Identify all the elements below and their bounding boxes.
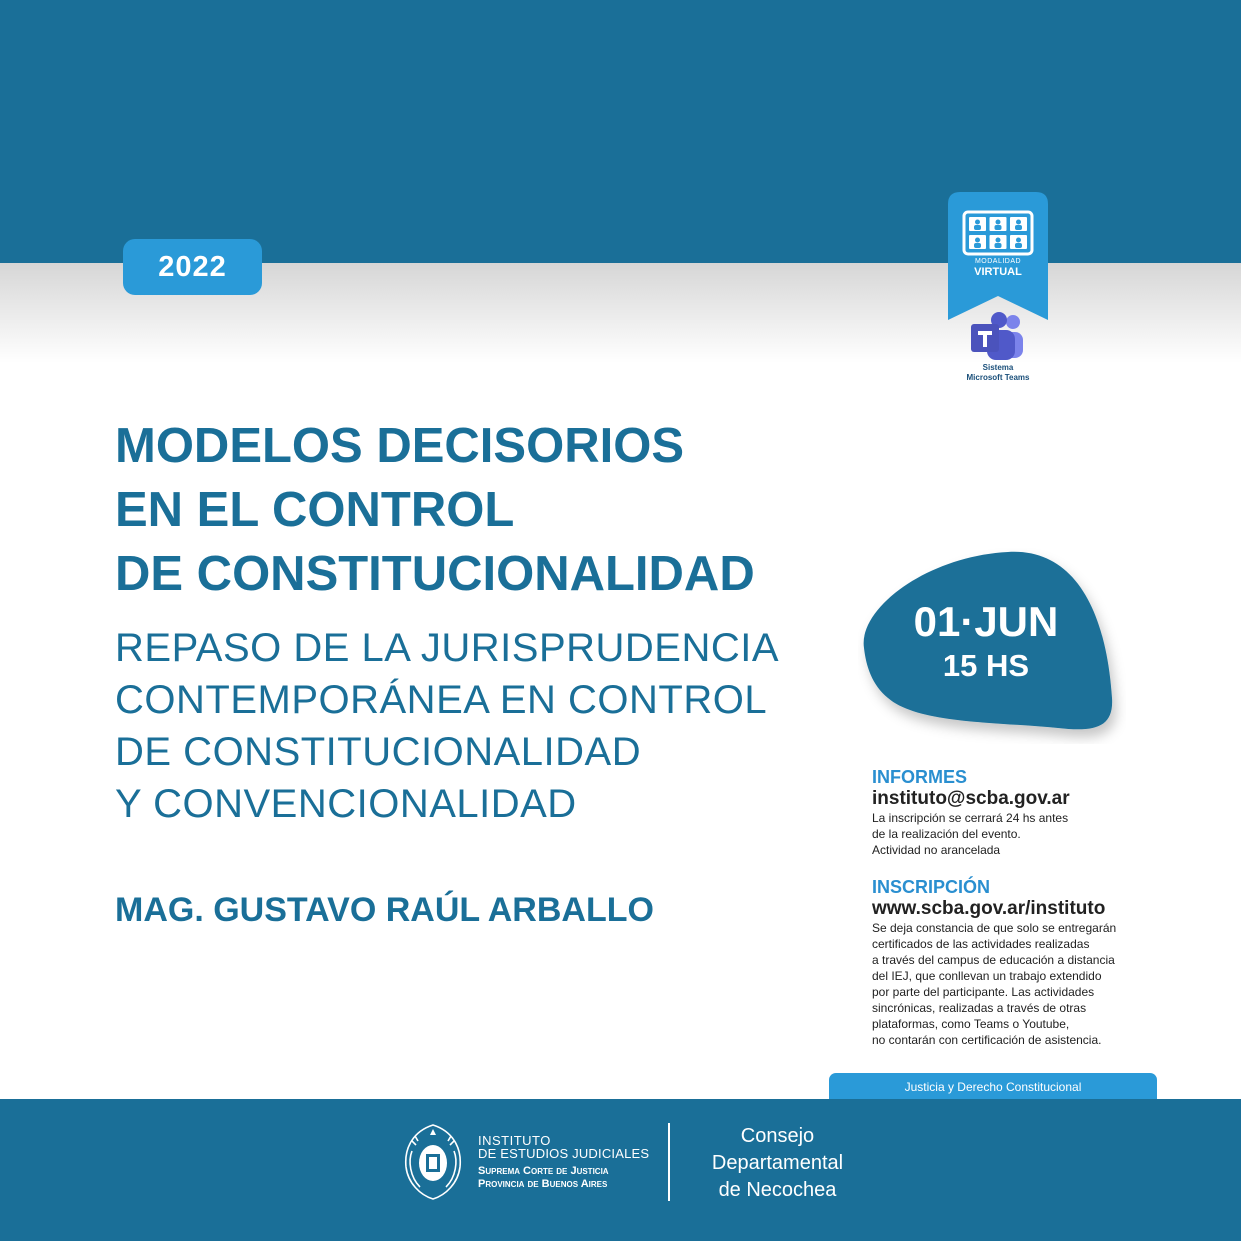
modality-line2: VIRTUAL xyxy=(974,266,1022,278)
informes-note: Actividad no arancelada xyxy=(872,843,1001,857)
institute-line4: Provincia de Buenos Aires xyxy=(478,1178,608,1190)
consejo-line: Departamental xyxy=(711,1152,844,1174)
title-line: MODELOS DECISORIOS xyxy=(115,419,685,473)
inscripcion-note: por parte del participante. Las actividades xyxy=(872,985,1095,999)
informes-email[interactable]: instituto@scba.gov.ar xyxy=(872,788,1070,809)
inscripcion-note: sincrónicas, realizadas a través de otras xyxy=(872,1001,1087,1015)
institute-line2: DE ESTUDIOS JUDICIALES xyxy=(478,1146,650,1161)
institute-name xyxy=(478,1134,658,1191)
category-tab: Justicia y Derecho Constitucional xyxy=(829,1073,1157,1101)
consejo-name xyxy=(690,1123,865,1204)
subtitle-line: CONTEMPORÁNEA EN CONTROL xyxy=(115,678,768,722)
platform-line2: Microsoft Teams xyxy=(966,373,1030,382)
inscripcion-heading: INSCRIPCIÓN xyxy=(872,877,991,897)
inscripcion-url[interactable]: www.scba.gov.ar/instituto xyxy=(872,898,1106,919)
info-column xyxy=(872,766,1172,1048)
inscripcion-note: certificados de las actividades realizadas xyxy=(872,937,1090,951)
modality-line1: MODALIDAD xyxy=(974,258,1022,265)
year-badge: 2022 xyxy=(123,239,262,295)
inscripcion-note: del IEJ, que conllevan un trabajo extendido xyxy=(872,969,1102,983)
subtitle-line: Y CONVENCIONALIDAD xyxy=(115,782,577,826)
inscripcion-note: a través del campus de educación a distancia xyxy=(872,953,1115,967)
institute-seal-icon xyxy=(400,1121,466,1203)
modality-label xyxy=(948,256,1048,278)
platform-line1: Sistema xyxy=(982,363,1014,372)
informes-note: de la realización del evento. xyxy=(872,827,1021,841)
event-title xyxy=(115,414,845,606)
title-line: EN EL CONTROL xyxy=(115,483,515,537)
inscripcion-note: Se deja constancia de que solo se entregarán xyxy=(872,921,1117,935)
event-date: 01·JUN xyxy=(913,598,1059,645)
institute-line3: Suprema Corte de Justicia xyxy=(478,1165,609,1177)
consejo-line: Consejo xyxy=(740,1125,815,1147)
informes-heading: INFORMES xyxy=(872,767,968,787)
title-line: DE CONSTITUCIONALIDAD xyxy=(115,547,755,601)
inscripcion-note: plataformas, como Teams o Youtube, xyxy=(872,1017,1070,1031)
informes-note: La inscripción se cerrará 24 hs antes xyxy=(872,811,1069,825)
speaker-name: MAG. GUSTAVO RAÚL ARBALLO xyxy=(115,891,654,929)
subtitle-line: REPASO DE LA JURISPRUDENCIA xyxy=(115,626,780,670)
event-time: 15 HS xyxy=(942,648,1030,683)
event-subtitle xyxy=(115,622,815,830)
microsoft-teams-icon xyxy=(969,312,1027,362)
subtitle-line: DE CONSTITUCIONALIDAD xyxy=(115,730,642,774)
consejo-line: de Necochea xyxy=(718,1179,837,1201)
header-band xyxy=(0,0,1241,263)
institute-line1: INSTITUTO xyxy=(478,1133,551,1148)
inscripcion-note: no contarán con certificación de asistencia. xyxy=(872,1033,1102,1047)
footer-divider xyxy=(668,1123,670,1201)
platform-caption xyxy=(948,363,1048,383)
